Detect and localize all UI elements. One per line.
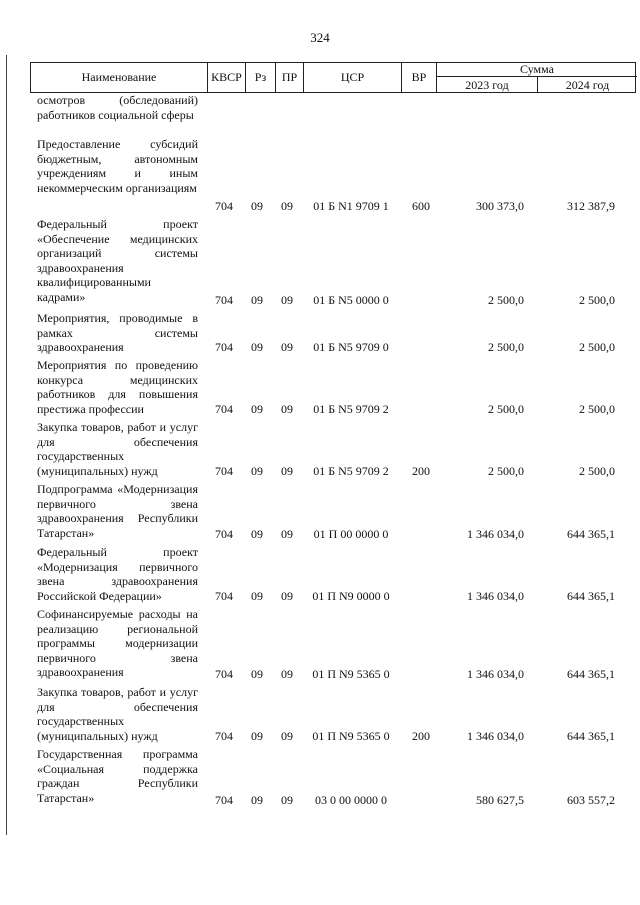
row-sum-2024: 2 500,0 xyxy=(579,340,615,354)
table-row xyxy=(0,354,640,416)
page-number: 324 xyxy=(310,30,330,45)
row-sum-2024: 644 365,1 xyxy=(567,589,615,603)
row-pr: 09 xyxy=(281,729,293,743)
row-sum-2023: 2 500,0 xyxy=(488,340,524,354)
row-sum-2023: 2 500,0 xyxy=(488,464,524,478)
header-vr: ВР xyxy=(401,63,436,92)
row-sum-2023: 1 346 034,0 xyxy=(467,589,524,603)
row-name: Подпрограмма «Модернизация первичного звена здравоохранения Республики Татарстан» xyxy=(37,482,198,540)
row-csr: 01 П N9 0000 0 xyxy=(312,589,390,603)
row-name: Софинансируемые расходы на реализацию региональной программы модернизации первичного звена здравоохранения xyxy=(37,607,198,680)
row-name: Предоставление субсидий бюджетным, автономным учреждениям и иным некоммерческим организациям xyxy=(37,137,198,195)
row-sum-2024: 2 500,0 xyxy=(579,293,615,307)
row-kvsr: 704 xyxy=(215,667,233,681)
row-name: Федеральный проект «Обеспечение медицинских организаций системы здравоохранения квалифицированными кадрами» xyxy=(37,217,198,304)
row-name: Закупка товаров, работ и услуг для обеспечения государственных (муниципальных) нужд xyxy=(37,685,198,743)
row-csr: 01 П 00 0000 0 xyxy=(313,527,389,541)
row-pr: 09 xyxy=(281,402,293,416)
row-name: Государственная программа «Социальная поддержка граждан Республики Татарстан» xyxy=(37,747,198,805)
row-rz: 09 xyxy=(251,402,263,416)
header-2023: 2023 год xyxy=(436,77,537,93)
header-csr: ЦСР xyxy=(303,63,401,92)
row-sum-2023: 1 346 034,0 xyxy=(467,667,524,681)
row-pr: 09 xyxy=(281,464,293,478)
row-sum-2023: 300 373,0 xyxy=(476,199,524,213)
row-pr: 09 xyxy=(281,793,293,807)
row-sum-2023: 2 500,0 xyxy=(488,293,524,307)
row-vr: 200 xyxy=(412,464,430,478)
row-kvsr: 704 xyxy=(215,340,233,354)
row-kvsr: 704 xyxy=(215,464,233,478)
row-rz: 09 xyxy=(251,793,263,807)
row-csr: 01 П N9 5365 0 xyxy=(312,729,390,743)
header-rz: Рз xyxy=(245,63,275,92)
table-row xyxy=(0,416,640,478)
table-header xyxy=(30,62,636,93)
row-sum-2024: 2 500,0 xyxy=(579,464,615,478)
row-rz: 09 xyxy=(251,199,263,213)
header-name: Наименование xyxy=(81,70,157,84)
table-row xyxy=(0,681,640,743)
row-rz: 09 xyxy=(251,729,263,743)
row-pr: 09 xyxy=(281,293,293,307)
row-sum-2023: 2 500,0 xyxy=(488,402,524,416)
row-kvsr: 704 xyxy=(215,402,233,416)
header-sum: Сумма xyxy=(436,63,637,77)
row-sum-2024: 644 365,1 xyxy=(567,527,615,541)
row-pr: 09 xyxy=(281,589,293,603)
row-vr: 200 xyxy=(412,729,430,743)
table-row xyxy=(0,603,640,681)
row-sum-2024: 2 500,0 xyxy=(579,402,615,416)
row-kvsr: 704 xyxy=(215,793,233,807)
header-kvsr: КВСР xyxy=(207,63,245,92)
row-kvsr: 704 xyxy=(215,527,233,541)
row-rz: 09 xyxy=(251,527,263,541)
row-rz: 09 xyxy=(251,293,263,307)
row-name: Федеральный проект «Модернизация первичного звена здравоохранения Российской Федерации» xyxy=(37,545,198,603)
row-csr: 01 Б N1 9709 1 xyxy=(313,199,389,213)
row-sum-2024: 644 365,1 xyxy=(567,729,615,743)
row-csr: 01 Б N5 9709 2 xyxy=(313,402,389,416)
row-pr: 09 xyxy=(281,199,293,213)
row-kvsr: 704 xyxy=(215,199,233,213)
row-sum-2024: 603 557,2 xyxy=(567,793,615,807)
row-kvsr: 704 xyxy=(215,589,233,603)
row-csr: 03 0 00 0000 0 xyxy=(315,793,387,807)
row-pr: 09 xyxy=(281,340,293,354)
row-sum-2023: 1 346 034,0 xyxy=(467,729,524,743)
table-row xyxy=(0,213,640,307)
row-sum-2023: 580 627,5 xyxy=(476,793,524,807)
header-2024: 2024 год xyxy=(537,77,637,93)
row-sum-2024: 312 387,9 xyxy=(567,199,615,213)
row-vr: 600 xyxy=(412,199,430,213)
row-rz: 09 xyxy=(251,464,263,478)
row-csr: 01 Б N5 9709 0 xyxy=(313,340,389,354)
row-name: Мероприятия, проводимые в рамках системы здравоохранения xyxy=(37,311,198,355)
table-row xyxy=(0,478,640,541)
row-rz: 09 xyxy=(251,667,263,681)
row-csr: 01 Б N5 9709 2 xyxy=(313,464,389,478)
row-name: Мероприятия по проведению конкурса медицинских работников для повышения престижа профессии xyxy=(37,358,198,416)
table-row xyxy=(0,541,640,603)
row-kvsr: 704 xyxy=(215,729,233,743)
row-rz: 09 xyxy=(251,589,263,603)
table-row xyxy=(0,137,640,213)
row-pr: 09 xyxy=(281,667,293,681)
row-kvsr: 704 xyxy=(215,293,233,307)
table-row xyxy=(0,307,640,354)
row-name: Закупка товаров, работ и услуг для обеспечения государственных (муниципальных) нужд xyxy=(37,420,198,478)
row-sum-2023: 1 346 034,0 xyxy=(467,527,524,541)
row-pr: 09 xyxy=(281,527,293,541)
header-pr: ПР xyxy=(275,63,303,92)
row-csr: 01 П N9 5365 0 xyxy=(312,667,390,681)
row-sum-2024: 644 365,1 xyxy=(567,667,615,681)
table-row xyxy=(0,743,640,807)
row-csr: 01 Б N5 0000 0 xyxy=(313,293,389,307)
table-body xyxy=(0,93,640,807)
row-name: осмотров (обследований) работников социальной сферы xyxy=(37,93,198,122)
table-row xyxy=(0,93,640,137)
row-rz: 09 xyxy=(251,340,263,354)
